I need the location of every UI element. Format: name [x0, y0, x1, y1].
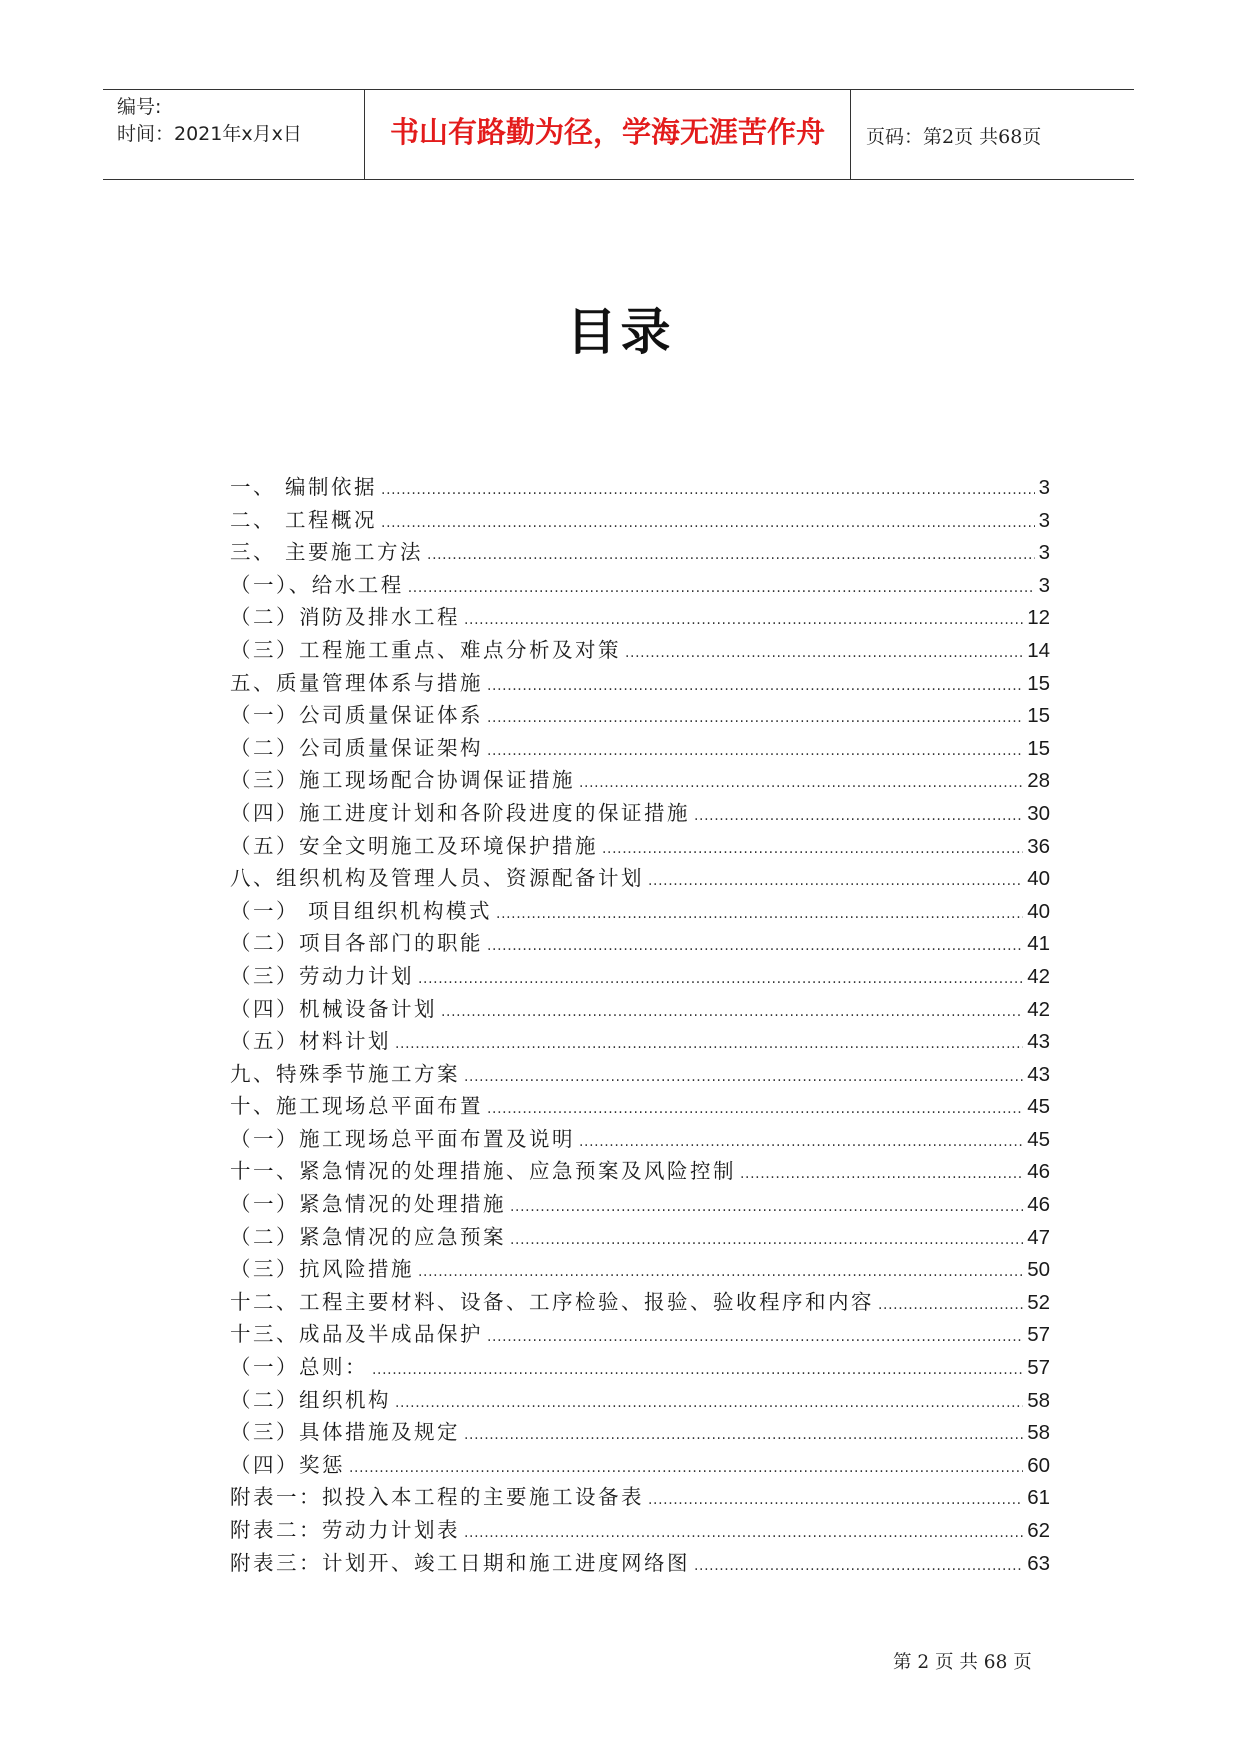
- toc-entry-label: （三）抗风险措施: [230, 1257, 414, 1282]
- toc-entry-page: 63: [1027, 1551, 1050, 1575]
- toc-entry-label: 附表二：劳动力计划表: [230, 1518, 460, 1542]
- toc-entry-page: 46: [1027, 1160, 1050, 1184]
- toc-dot-leader: [648, 873, 1023, 889]
- toc-dot-leader: [427, 547, 1035, 563]
- toc-dot-leader: [510, 1232, 1023, 1248]
- toc-entry-page: 3: [1038, 573, 1050, 597]
- toc-entry-page: 36: [1027, 834, 1050, 858]
- toc-entry-label: （二）紧急情况的应急预案: [230, 1224, 506, 1249]
- toc-dot-leader: [740, 1166, 1023, 1182]
- toc-dot-leader: [395, 1395, 1023, 1411]
- page-title: 目录: [566, 303, 675, 361]
- toc-dot-leader: [408, 580, 1035, 596]
- toc-entry-label: 八、组织机构及管理人员、资源配备计划: [230, 866, 644, 891]
- page-header: [103, 89, 1134, 180]
- toc-entry[interactable]: [230, 503, 1050, 536]
- toc-dot-leader: [441, 1004, 1023, 1020]
- toc-dot-leader: [648, 1492, 1023, 1508]
- toc-entry[interactable]: [230, 698, 1050, 731]
- toc-entry-page: 57: [1027, 1323, 1050, 1347]
- toc-entry-page: 42: [1027, 997, 1050, 1021]
- toc-entry[interactable]: [230, 1154, 1050, 1187]
- toc-dot-leader: [625, 645, 1023, 661]
- toc-entry[interactable]: [230, 666, 1050, 699]
- toc-entry-page: 15: [1027, 671, 1050, 695]
- toc-dot-leader: [487, 1101, 1023, 1117]
- toc-entry-label: （五）安全文明施工及环境保护措施: [230, 833, 598, 858]
- toc-entry-page: 43: [1027, 1062, 1050, 1086]
- toc-entry[interactable]: [230, 1448, 1050, 1481]
- toc-entry-label: （四）施工进度计划和各阶段进度的保证措施: [230, 800, 690, 825]
- toc-dot-leader: [464, 1525, 1023, 1541]
- toc-entry[interactable]: [230, 1057, 1050, 1090]
- toc-entry[interactable]: [230, 829, 1050, 862]
- toc-entry[interactable]: [230, 1285, 1050, 1318]
- toc-dot-leader: [418, 971, 1023, 987]
- header-divider: [850, 90, 851, 179]
- toc-entry-label: （三）工程施工重点、难点分析及对策: [230, 637, 621, 662]
- toc-entry-page: 58: [1027, 1388, 1050, 1412]
- toc-entry-page: 12: [1027, 606, 1050, 630]
- toc-entry[interactable]: [230, 1089, 1050, 1122]
- toc-entry-label: （四）奖惩: [230, 1452, 345, 1477]
- toc-entry[interactable]: [230, 1122, 1050, 1155]
- toc-entry[interactable]: [230, 1252, 1050, 1285]
- toc-entry-label: 三、 主要施工方法: [230, 540, 424, 565]
- toc-entry[interactable]: [230, 1383, 1050, 1416]
- toc-dot-leader: [602, 841, 1023, 857]
- toc-entry-label: （一） 项目组织机构模式: [230, 898, 493, 923]
- toc-dot-leader: [487, 938, 1023, 954]
- toc-entry-page: 14: [1027, 638, 1050, 662]
- toc-dot-leader: [381, 482, 1035, 498]
- toc-entry[interactable]: [230, 1220, 1050, 1253]
- toc-entry[interactable]: [230, 600, 1050, 633]
- toc-dot-leader: [694, 808, 1023, 824]
- toc-entry-label: （一）、给水工程: [230, 572, 404, 597]
- toc-entry-page: 40: [1027, 899, 1050, 923]
- page-footer: 第 2 页 共 68 页: [893, 1652, 1032, 1673]
- toc-entry-label: （二）项目各部门的职能: [230, 931, 483, 956]
- toc-entry[interactable]: [230, 568, 1050, 601]
- toc-entry-page: 46: [1027, 1193, 1050, 1217]
- toc-entry-page: 3: [1038, 476, 1050, 499]
- toc-entry-label: （二）消防及排水工程: [230, 605, 460, 630]
- toc-entry-page: 45: [1027, 1095, 1050, 1119]
- toc-dot-leader: [878, 1297, 1023, 1313]
- toc-entry-label: 一、 编制依据: [230, 475, 378, 499]
- toc-entry-page: 41: [1027, 932, 1050, 956]
- toc-entry[interactable]: [230, 959, 1050, 992]
- toc-dot-leader: [395, 1036, 1023, 1052]
- code-label: 编号:: [117, 96, 162, 118]
- toc-entry-label: 五、质量管理体系与措施: [230, 670, 483, 695]
- toc-entry-page: 60: [1027, 1453, 1050, 1477]
- toc-dot-leader: [349, 1460, 1023, 1476]
- toc-entry-page: 43: [1027, 1030, 1050, 1054]
- toc-dot-leader: [464, 1427, 1023, 1443]
- toc-entry-label: 附表一：拟投入本工程的主要施工设备表: [230, 1485, 644, 1510]
- toc-entry-page: 62: [1027, 1519, 1050, 1542]
- toc-dot-leader: [579, 775, 1023, 791]
- toc-entry-label: （四）机械设备计划: [230, 996, 437, 1021]
- toc-entry-page: 3: [1038, 541, 1050, 565]
- toc-entry-page: 40: [1027, 867, 1050, 891]
- toc-dot-leader: [487, 743, 1023, 759]
- toc-entry[interactable]: [230, 926, 1050, 959]
- toc-entry[interactable]: [230, 894, 1050, 927]
- toc-entry-page: 3: [1038, 508, 1050, 532]
- toc-entry-label: 十三、成品及半成品保护: [230, 1322, 483, 1347]
- toc-entry[interactable]: [230, 535, 1050, 568]
- toc-dot-leader: [381, 515, 1035, 531]
- toc-entry-label: （三）施工现场配合协调保证措施: [230, 768, 575, 793]
- toc-entry[interactable]: [230, 1187, 1050, 1220]
- toc-dot-leader: [510, 1199, 1023, 1215]
- toc-dot-leader: [464, 612, 1023, 628]
- table-of-contents: [230, 470, 1050, 1578]
- toc-entry[interactable]: [230, 633, 1050, 666]
- time-label: 时间：2021年x月x日: [117, 123, 302, 145]
- header-motto: 书山有路勤为径，学海无涯苦作舟: [389, 115, 825, 149]
- toc-entry-label: （二）公司质量保证架构: [230, 735, 483, 760]
- toc-entry-label: （一）总则：: [230, 1355, 368, 1380]
- toc-entry-label: 二、 工程概况: [230, 507, 378, 532]
- toc-entry-page: 42: [1027, 964, 1050, 988]
- toc-dot-leader: [496, 906, 1023, 922]
- toc-entry-page: 47: [1027, 1225, 1050, 1249]
- toc-entry-label: （三）具体措施及规定: [230, 1420, 460, 1445]
- toc-entry-label: （一）紧急情况的处理措施: [230, 1192, 506, 1217]
- toc-entry[interactable]: [230, 796, 1050, 829]
- toc-entry[interactable]: [230, 763, 1050, 796]
- toc-entry-label: 十、施工现场总平面布置: [230, 1094, 483, 1119]
- toc-entry-page: 28: [1027, 769, 1050, 793]
- toc-entry-page: 58: [1027, 1421, 1050, 1445]
- toc-entry[interactable]: [230, 992, 1050, 1025]
- toc-entry-page: 50: [1027, 1258, 1050, 1282]
- toc-dot-leader: [418, 1264, 1023, 1280]
- toc-entry[interactable]: [230, 470, 1050, 503]
- toc-entry-page: 15: [1027, 736, 1050, 760]
- toc-dot-leader: [579, 1134, 1023, 1150]
- toc-entry[interactable]: [230, 1024, 1050, 1057]
- toc-entry-page: 30: [1027, 801, 1050, 825]
- toc-entry-label: （一）公司质量保证体系: [230, 703, 483, 728]
- toc-entry-label: （三）劳动力计划: [230, 963, 414, 988]
- toc-entry[interactable]: [230, 1350, 1050, 1383]
- toc-dot-leader: [694, 1558, 1023, 1574]
- toc-entry-label: 九、特殊季节施工方案: [230, 1061, 460, 1086]
- toc-dot-leader: [487, 1329, 1023, 1345]
- toc-entry-label: 附表三：计划开、竣工日期和施工进度网络图: [230, 1550, 690, 1575]
- toc-entry[interactable]: [230, 1480, 1050, 1513]
- toc-entry-page: 61: [1027, 1486, 1050, 1510]
- toc-entry-label: 十二、工程主要材料、设备、工序检验、报验、验收程序和内容: [230, 1289, 874, 1314]
- toc-entry-page: 52: [1027, 1290, 1050, 1314]
- toc-entry-label: 十一、紧急情况的处理措施、应急预案及风险控制: [230, 1159, 736, 1184]
- toc-dot-leader: [487, 678, 1023, 694]
- toc-entry-label: （五）材料计划: [230, 1029, 391, 1054]
- toc-dot-leader: [487, 710, 1023, 726]
- header-page-label: 页码：第2页 共68页: [866, 126, 1042, 148]
- toc-dot-leader: [372, 1362, 1023, 1378]
- header-meta: [117, 94, 302, 148]
- toc-entry-label: （一）施工现场总平面布置及说明: [230, 1126, 575, 1151]
- toc-entry-page: 45: [1027, 1127, 1050, 1151]
- toc-entry[interactable]: [230, 861, 1050, 894]
- toc-entry[interactable]: [230, 1317, 1050, 1350]
- toc-entry-label: （二）组织机构: [230, 1387, 391, 1412]
- toc-entry-page: 15: [1027, 704, 1050, 728]
- toc-entry[interactable]: [230, 1513, 1050, 1546]
- toc-entry[interactable]: [230, 1415, 1050, 1448]
- toc-entry[interactable]: [230, 1546, 1050, 1579]
- toc-entry-page: 57: [1027, 1356, 1050, 1380]
- toc-dot-leader: [464, 1069, 1023, 1085]
- toc-entry[interactable]: [230, 731, 1050, 764]
